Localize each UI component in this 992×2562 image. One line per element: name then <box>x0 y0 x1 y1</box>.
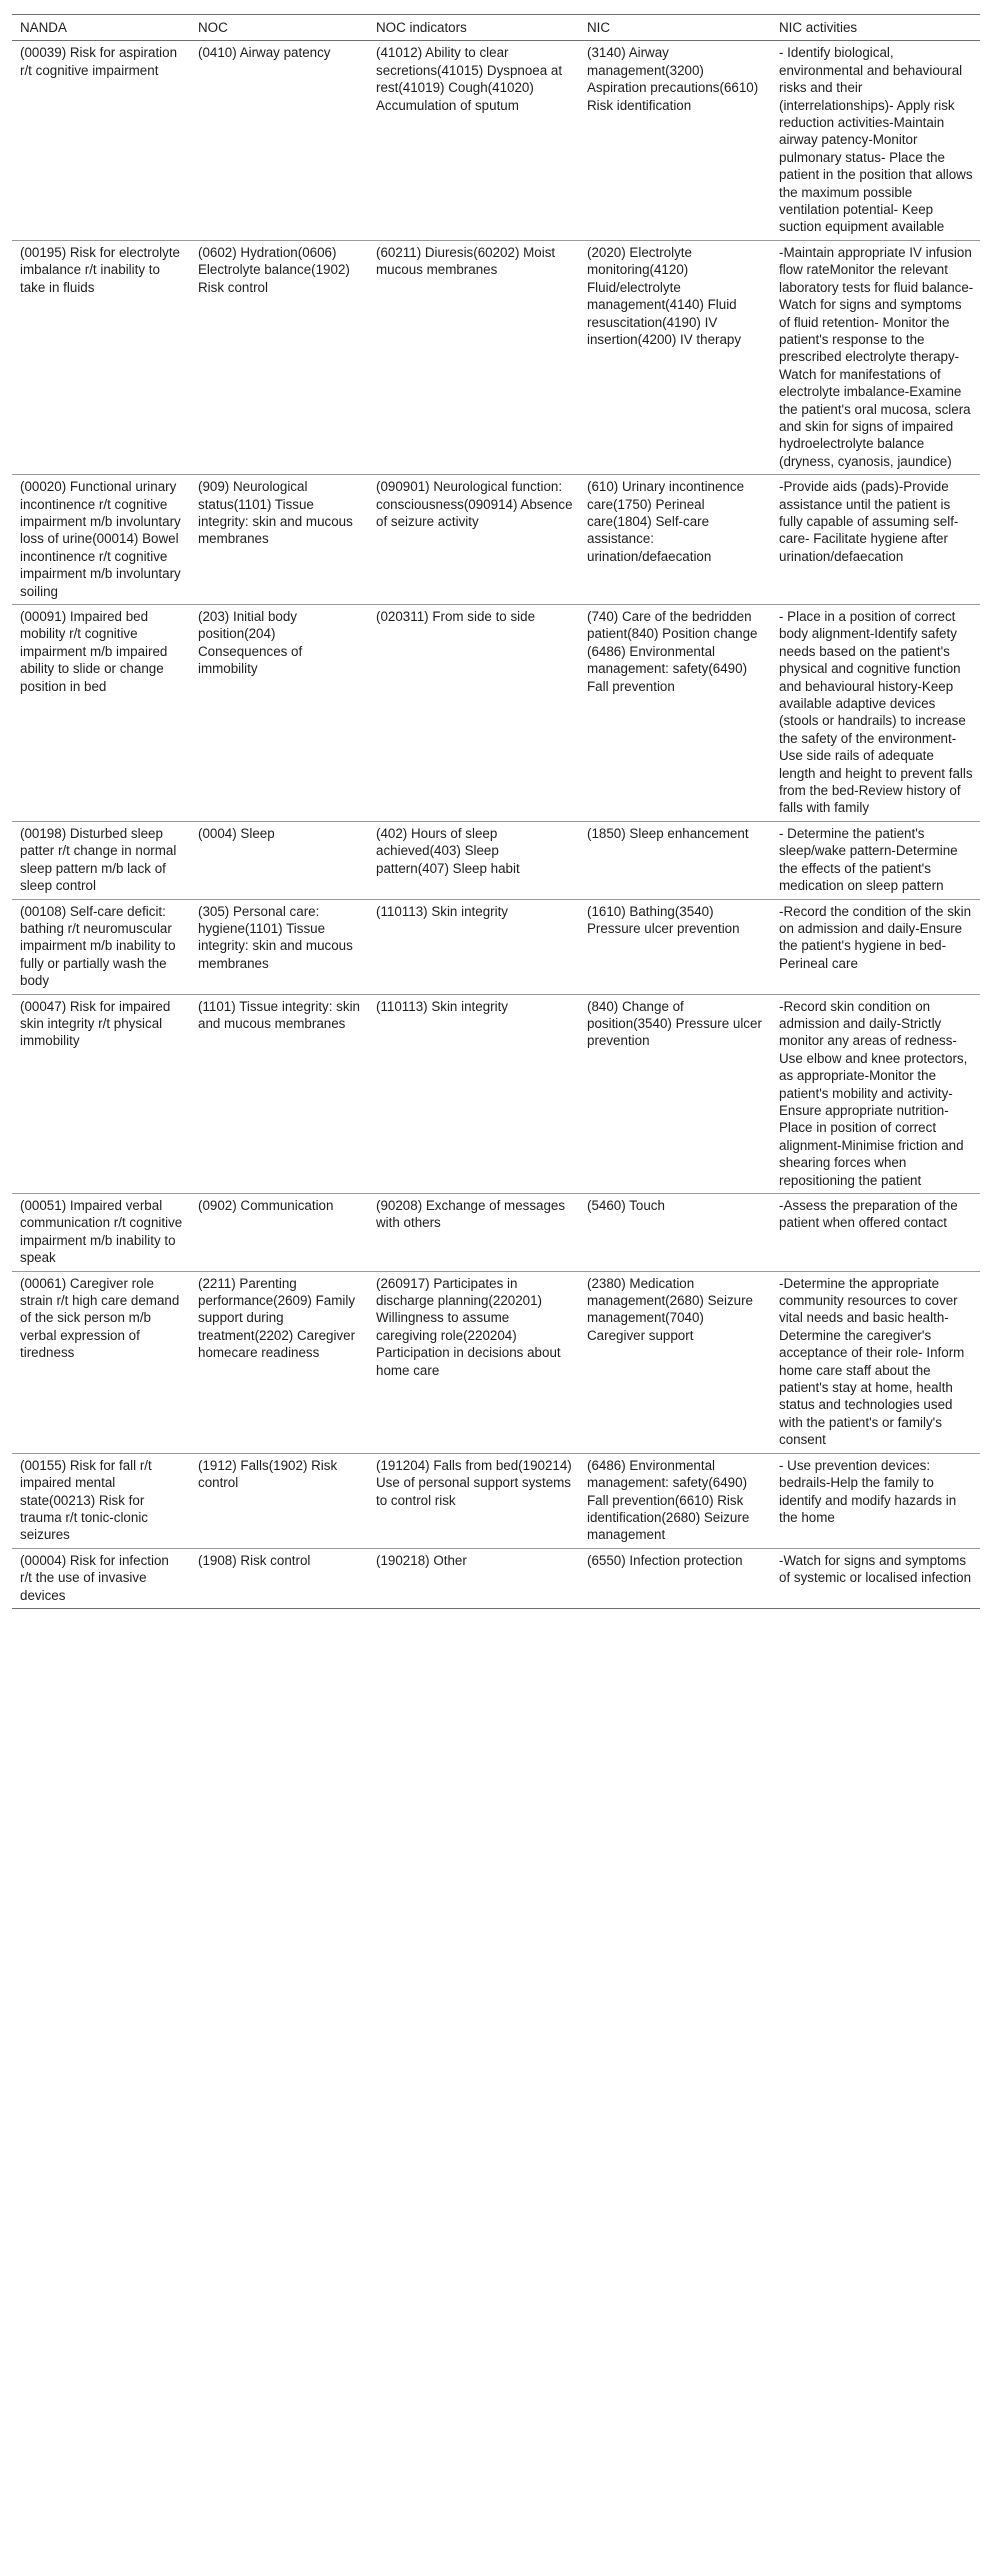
cell-nic-activities: -Record the condition of the skin on admission and daily-Ensure the patient's hygiene in bed-Perineal care <box>779 903 972 971</box>
cell-noc: (0602) Hydration(0606) Electrolyte balance(1902) Risk control <box>198 244 350 295</box>
header-noc: NOC <box>198 20 228 35</box>
cell-noc-indicators: (41012) Ability to clear secretions(41015) Dyspnoea at rest(41019) Cough(41020) Accumulation of sputum <box>376 45 563 113</box>
header-nic: NIC <box>587 20 611 35</box>
cell-nanda: (00198) Disturbed sleep patter r/t change in normal sleep pattern m/b lack of sleep control <box>20 825 177 894</box>
cell-noc-indicators: (402) Hours of sleep achieved(403) Sleep pattern(407) Sleep habit <box>376 825 520 876</box>
cell-nic: (2380) Medication management(2680) Seizure management(7040) Caregiver support <box>587 1275 753 1343</box>
cell-nic: (610) Urinary incontinence care(1750) Perineal care(1804) Self-care assistance: urination/defaecation <box>587 479 745 564</box>
cell-nanda: (00091) Impaired bed mobility r/t cognitive impairment m/b impaired ability to slide or change position in bed <box>20 609 168 694</box>
cell-noc-indicators: (60211) Diuresis(60202) Moist mucous membranes <box>376 244 556 278</box>
cell-noc: (909) Neurological status(1101) Tissue integrity: skin and mucous membranes <box>198 479 353 547</box>
table-header <box>12 15 980 41</box>
cell-nic-activities: - Use prevention devices: bedrails-Help the family to identify and modify hazards in the home <box>779 1457 957 1525</box>
cell-nic: (5460) Touch <box>587 1198 665 1213</box>
cell-nic-activities: - Identify biological, environmental and behavioural risks and their (interrelationships)- Apply risk reduction activities-Maintain airway patency-Monitor pulmonary status- Place the patient in the position that allows the maximum possible ventilation potential- Keep suction equipment available <box>779 45 973 235</box>
cell-noc-indicators: (110113) Skin integrity <box>376 903 508 919</box>
cell-noc: (0902) Communication <box>198 1198 334 1213</box>
cell-nanda: (00108) Self-care deficit: bathing r/t neuromuscular impairment m/b inability to fully or partially wash the body <box>20 903 176 989</box>
cell-nic: (6486) Environmental management: safety(6490) Fall prevention(6610) Risk identification(2680) Seizure management <box>587 1457 750 1543</box>
cell-nanda: (00061) Caregiver role strain r/t high care demand of the sick person m/b verbal expression of tiredness <box>20 1275 180 1361</box>
cell-nic-activities: - Place in a position of correct body alignment-Identify safety needs based on the patient's physical and cognitive function and behavioural history-Keep available adaptive devices (stools or handrails) to increase the safety of the environment- Use side rails of adequate length and height to prevent falls from the bed-Review history of falls with family <box>779 609 973 816</box>
table-row <box>12 605 980 822</box>
cell-noc: (1101) Tissue integrity: skin and mucous membranes <box>198 998 360 1031</box>
cell-nic-activities: -Assess the preparation of the patient when offered contact <box>779 1198 958 1231</box>
table-row <box>12 1548 980 1608</box>
cell-noc: (1912) Falls(1902) Risk control <box>198 1457 338 1491</box>
cell-nic: (1850) Sleep enhancement <box>587 825 749 841</box>
cell-nanda: (00047) Risk for impaired skin integrity r/t physical immobility <box>20 998 171 1049</box>
table-row <box>12 41 980 240</box>
header-nanda: NANDA <box>20 20 67 35</box>
table-row <box>12 475 980 605</box>
cell-nic-activities: - Determine the patient's sleep/wake pattern-Determine the effects of the patient's medication on sleep pattern <box>779 825 958 894</box>
cell-nic: (2020) Electrolyte monitoring(4120) Fluid/electrolyte management(4140) Fluid resuscitation(4190) IV insertion(4200) IV therapy <box>587 244 742 347</box>
cell-nanda: (00155) Risk for fall r/t impaired mental state(00213) Risk for trauma r/t tonic-clonic seizures <box>20 1457 152 1543</box>
cell-nic: (1610) Bathing(3540) Pressure ulcer prevention <box>587 903 740 936</box>
cell-noc: (0410) Airway patency <box>198 45 331 61</box>
cell-nic: (740) Care of the bedridden patient(840) Position change (6486) Environmental management: safety(6490) Fall prevention <box>587 609 758 694</box>
cell-nanda: (00004) Risk for infection r/t the use of invasive devices <box>20 1552 169 1603</box>
header-noc-indicators: NOC indicators <box>376 20 467 35</box>
cell-noc-indicators: (90208) Exchange of messages with others <box>376 1198 566 1231</box>
cell-noc-indicators: (090901) Neurological function: consciousness(090914) Absence of seizure activity <box>376 479 573 529</box>
cell-nic-activities: -Watch for signs and symptoms of systemic or localised infection <box>779 1552 972 1586</box>
cell-noc: (305) Personal care: hygiene(1101) Tissue integrity: skin and mucous membranes <box>198 903 353 971</box>
cell-nanda: (00051) Impaired verbal communication r/t cognitive impairment m/b inability to speak <box>20 1198 183 1266</box>
cell-nic: (3140) Airway management(3200) Aspiration precautions(6610) Risk identification <box>587 45 759 113</box>
cell-nic-activities: -Maintain appropriate IV infusion flow rateMonitor the relevant laboratory tests for fluid balance-Watch for signs and symptoms of fluid retention- Monitor the patient's response to the prescribed electrolyte therapy- Watch for manifestations of electrolyte imbalance-Examine the patient's oral mucosa, sclera and skin for signs of impaired hydroelectrolyte balance (dryness, cyanosis, jaundice) <box>779 244 974 469</box>
table-row <box>12 1194 980 1272</box>
table-row <box>12 994 980 1193</box>
cell-nic-activities: -Record skin condition on admission and daily-Strictly monitor any areas of redness-Use elbow and knee protectors, as appropriate-Monitor the patient's mobility and activity-Ensure appropriate nutrition-Place in position of correct alignment-Minimise friction and shearing forces when repositioning the patient <box>779 998 968 1188</box>
cell-noc: (203) Initial body position(204) Consequences of immobility <box>198 609 303 677</box>
cell-noc-indicators: (110113) Skin integrity <box>376 998 508 1014</box>
cell-noc-indicators: (190218) Other <box>376 1552 467 1568</box>
care-plan-table <box>12 14 980 1609</box>
table-row <box>12 1453 980 1548</box>
cell-nic-activities: -Provide aids (pads)-Provide assistance until the patient is fully capable of assuming self-care- Facilitate hygiene after urination/defaecation <box>779 479 959 564</box>
cell-nic: (6550) Infection protection <box>587 1552 743 1568</box>
table-row <box>12 821 980 899</box>
cell-nanda: (00039) Risk for aspiration r/t cognitive impairment <box>20 45 178 78</box>
cell-noc-indicators: (260917) Participates in discharge planning(220201) Willingness to assume caregiving role(220204) Participation in decisions about home care <box>376 1275 561 1378</box>
table-row <box>12 1271 980 1453</box>
cell-noc: (2211) Parenting performance(2609) Family support during treatment(2202) Caregiver homecare readiness <box>198 1275 356 1361</box>
cell-nanda: (00195) Risk for electrolyte imbalance r/t inability to take in fluids <box>20 244 181 295</box>
cell-noc-indicators: (020311) From side to side <box>376 609 536 624</box>
cell-noc-indicators: (191204) Falls from bed(190214) Use of personal support systems to control risk <box>376 1457 572 1508</box>
cell-nic: (840) Change of position(3540) Pressure ulcer prevention <box>587 998 762 1049</box>
header-row <box>12 15 980 41</box>
table-row <box>12 240 980 474</box>
cell-nic-activities: -Determine the appropriate community resources to cover vital needs and basic health-Determine the caregiver's acceptance of their role- Inform home care staff about the patient's stay at home, health status and technologies used with the patient's or family's consent <box>779 1275 965 1448</box>
header-nic-activities: NIC activities <box>779 20 858 35</box>
table-row <box>12 899 980 994</box>
cell-nanda: (00020) Functional urinary incontinence r/t cognitive impairment m/b involuntary loss of urine(00014) Bowel incontinence r/t cognitive impairment m/b involuntary soiling <box>20 479 181 599</box>
table-body <box>12 41 980 1609</box>
cell-noc: (0004) Sleep <box>198 825 275 841</box>
cell-noc: (1908) Risk control <box>198 1552 311 1568</box>
